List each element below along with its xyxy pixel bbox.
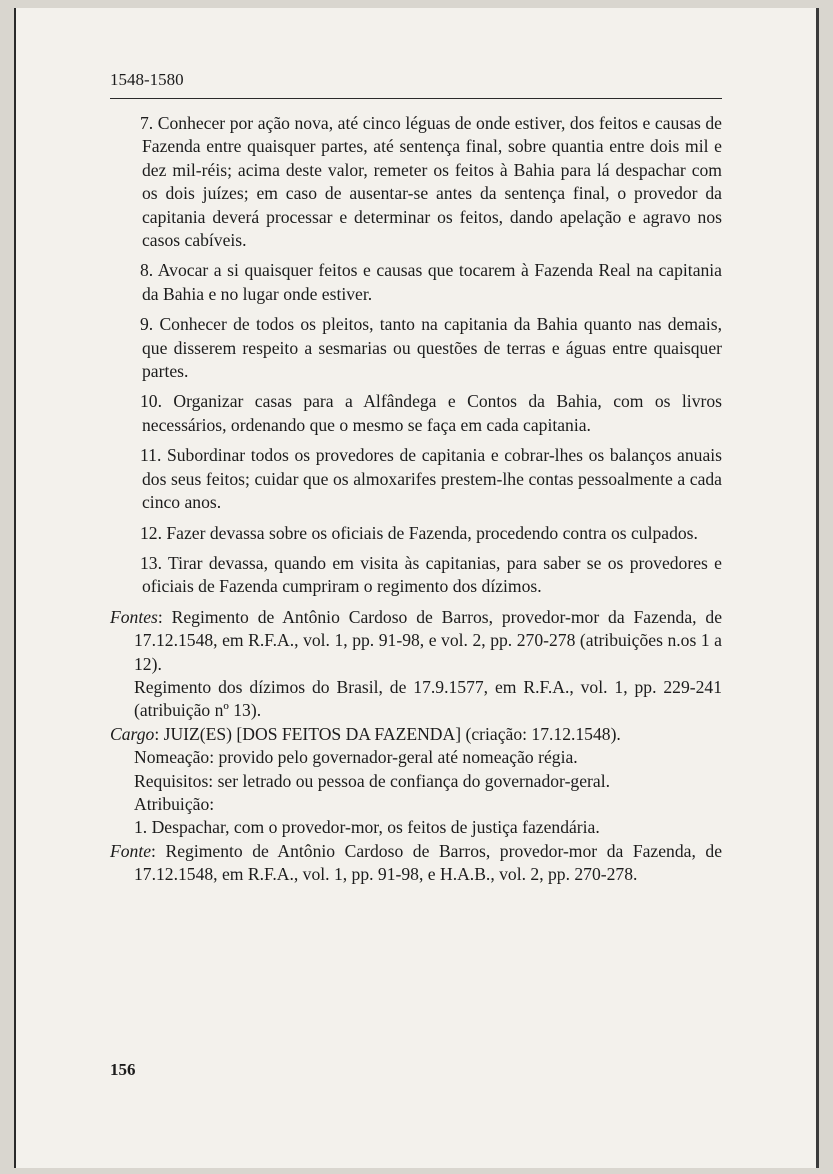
running-header: 1548-1580: [110, 70, 184, 89]
page-number: 156: [110, 1060, 136, 1079]
list-item: 8. Avocar a si quaisquer feitos e causas que tocarem à Fazenda Real na capitania da Bahia e no lugar onde estiver.: [140, 260, 722, 304]
fonte-label: Fonte: [110, 840, 152, 861]
header-rule: [110, 98, 722, 99]
sources-line-2: Regimento dos dízimos do Brasil, de 17.9.1577, em R.F.A., vol. 1, pp. 229-241 (atribuição nº 13).: [134, 676, 722, 721]
book-page: [14, 8, 819, 1168]
nomeacao-line: Nomeação: provido pelo governador-geral até nomeação régia.: [134, 747, 578, 768]
fonte-text: : Regimento de Antônio Cardoso de Barros, provedor-mor da Fazenda, de 17.12.1548, em R.F.A., vol. 1, pp. 91-98, e H.A.B., vol. 2, pp. 270-278.: [134, 840, 722, 885]
sources-label: Fontes: [110, 606, 158, 627]
cargo-paragraph: [110, 723, 722, 746]
atribuicao-label: Atribuição:: [134, 793, 215, 814]
list-item: 12. Fazer devassa sobre os oficiais de Fazenda, procedendo contra os culpados.: [140, 522, 698, 543]
sources-paragraph: [110, 606, 722, 676]
list-item: 9. Conhecer de todos os pleitos, tanto na capitania da Bahia quanto nas demais, que disserem respeito a sesmarias ou questões de terras e águas entre quaisquer partes.: [140, 314, 722, 382]
page-body: [110, 112, 722, 887]
atribuicao-item: 1. Despachar, com o provedor-mor, os feitos de justiça fazendária.: [134, 817, 600, 838]
list-item: 13. Tirar devassa, quando em visita às capitanias, para saber se os provedores e oficiais de Fazenda cumpriram o regimento dos dízimos.: [140, 552, 722, 597]
requisitos-line: Requisitos: ser letrado ou pessoa de confiança do governador-geral.: [134, 770, 610, 791]
list-item: 7. Conhecer por ação nova, até cinco léguas de onde estiver, dos feitos e causas de Fazenda entre quaisquer partes, até sentença final, sobre quantia entre dois mil e dez mil-réis; acima deste valor, remeter os feitos à Bahia para lá despachar com os dois juízes; em caso de ausentar-se antes da sentença final, o provedor da capitania deverá processar e determinar os feitos, dando apelação e agravo nos casos cabíveis.: [140, 113, 722, 251]
sources-line-1: : Regimento de Antônio Cardoso de Barros, provedor-mor da Fazenda, de 17.12.1548, em R.F.A., vol. 1, pp. 91-98, e vol. 2, pp. 270-278 (atribuições n.os 1 a 12).: [134, 606, 722, 674]
list-item: 11. Subordinar todos os provedores de capitania e cobrar-lhes os balanços anuais dos seus feitos; cuidar que os almoxarifes prestem-lhe contas pessoalmente a cada cinco anos.: [140, 445, 722, 513]
fonte-paragraph: [110, 840, 722, 887]
cargo-title: : JUIZ(ES) [DOS FEITOS DA FAZENDA] (criação: 17.12.1548).: [154, 723, 621, 744]
list-item: 10. Organizar casas para a Alfândega e Contos da Bahia, com os livros necessários, ordenando que o mesmo se faça em cada capitania.: [140, 391, 722, 435]
cargo-label: Cargo: [110, 723, 155, 744]
